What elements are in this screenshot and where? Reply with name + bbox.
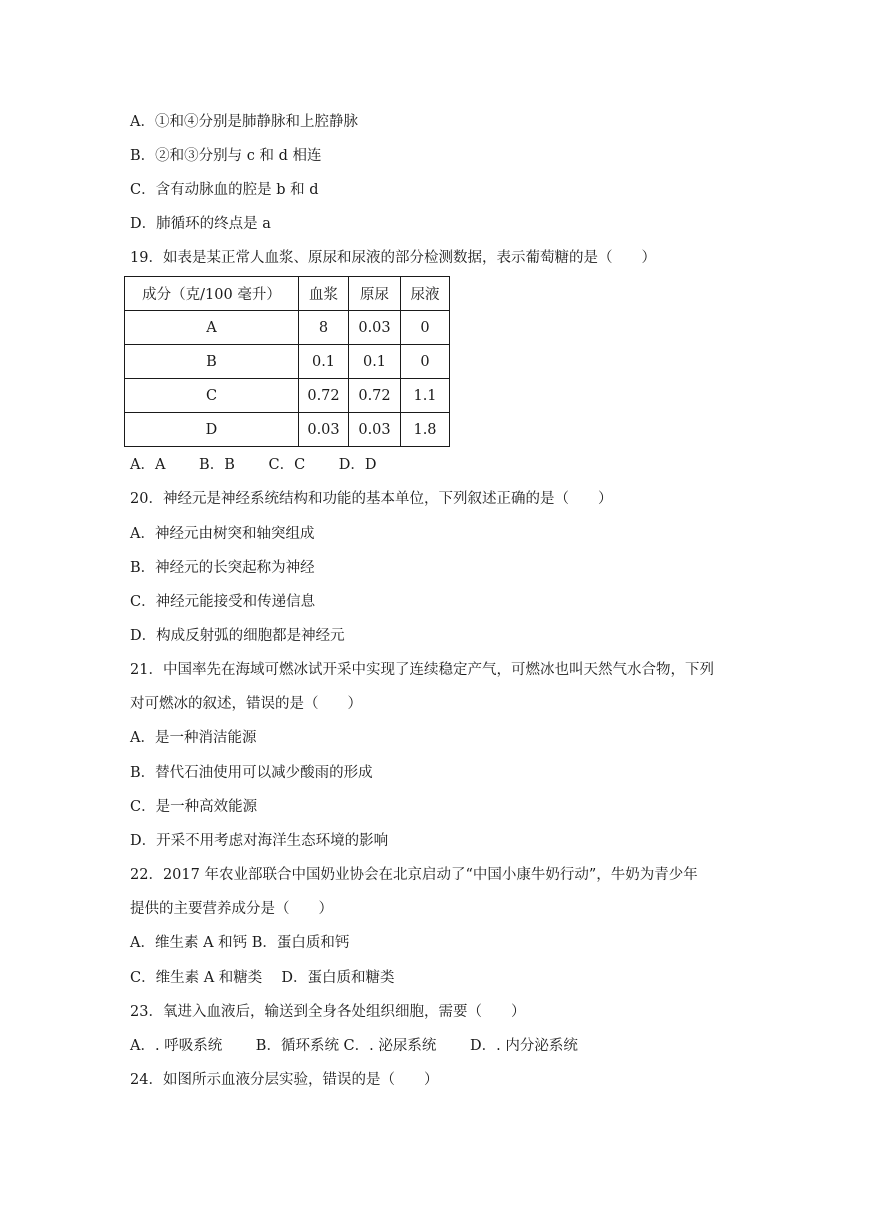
q21-option-c: C．是一种高效能源 [130,799,258,815]
table-row [125,345,450,379]
table-header-cell: 原尿 [349,277,401,311]
q20-option-b: B．神经元的长突起称为神经 [130,560,315,576]
table-cell: 0.72 [349,379,401,413]
q22-stem-line-1: 22．2017 年农业部联合中国奶业协会在北京启动了“中国小康牛奶行动”，牛奶为青少年 [130,867,698,883]
q20-stem: 20．神经元是神经系统结构和功能的基本单位，下列叙述正确的是（ ） [130,491,613,507]
q19-data-table [124,276,450,447]
q20-option-c: C．神经元能接受和传递信息 [130,594,316,610]
q23-stem: 23．氧进入血液后，输送到全身各处组织细胞，需要（ ） [130,1004,526,1020]
table-header-cell: 成分（克/100 毫升） [125,277,299,311]
table-cell: 0.03 [349,311,401,345]
q18-option-c: C．含有动脉血的腔是 b 和 d [130,182,319,198]
table-header-cell: 尿液 [401,277,450,311]
table-cell: 0.1 [349,345,401,379]
q19-options: A．A B．B C．C D．D [130,457,377,473]
table-cell: 0.03 [299,413,349,447]
q23-options: A．. 呼吸系统 B．循环系统 C．. 泌尿系统 D．. 内分泌系统 [130,1038,578,1054]
q20-option-a: A．神经元由树突和轴突组成 [130,526,315,542]
table-cell: 0 [401,345,450,379]
table-cell: C [125,379,299,413]
q21-option-d: D．开采不用考虑对海洋生态环境的影响 [130,833,389,849]
table-header-cell: 血浆 [299,277,349,311]
table-row [125,413,450,447]
table-cell: 0.03 [349,413,401,447]
q18-option-a: A．①和④分别是肺静脉和上腔静脉 [130,114,358,130]
q18-option-d: D．肺循环的终点是 a [130,216,271,232]
table-cell: B [125,345,299,379]
table-cell: A [125,311,299,345]
table-cell: 0 [401,311,450,345]
q22-options-line-1: A．维生素 A 和钙 B．蛋白质和钙 [130,935,350,951]
q24-stem: 24．如图所示血液分层实验，错误的是（ ） [130,1072,439,1088]
table-row [125,311,450,345]
q22-stem-line-2: 提供的主要营养成分是（ ） [130,901,333,917]
q18-option-b: B．②和③分别与 c 和 d 相连 [130,148,322,164]
q21-stem-line-2: 对可燃冰的叙述，错误的是（ ） [130,696,362,712]
q21-stem-line-1: 21．中国率先在海域可燃冰试开采中实现了连续稳定产气，可燃冰也叫天然气水合物，下列 [130,662,714,678]
table-cell: 0.1 [299,345,349,379]
table-row [125,379,450,413]
table-cell: 0.72 [299,379,349,413]
table-header-row [125,277,450,311]
table-cell: 8 [299,311,349,345]
q19-stem: 19．如表是某正常人血浆、原尿和尿液的部分检测数据，表示葡萄糖的是（ ） [130,250,656,266]
q20-option-d: D．构成反射弧的细胞都是神经元 [130,628,345,644]
q22-options-line-2: C．维生素 A 和糖类 D．蛋白质和糖类 [130,970,395,986]
q21-option-b: B．替代石油使用可以减少酸雨的形成 [130,765,373,781]
table-cell: 1.1 [401,379,450,413]
table-cell: 1.8 [401,413,450,447]
q21-option-a: A．是一种消洁能源 [130,730,257,746]
table-cell: D [125,413,299,447]
